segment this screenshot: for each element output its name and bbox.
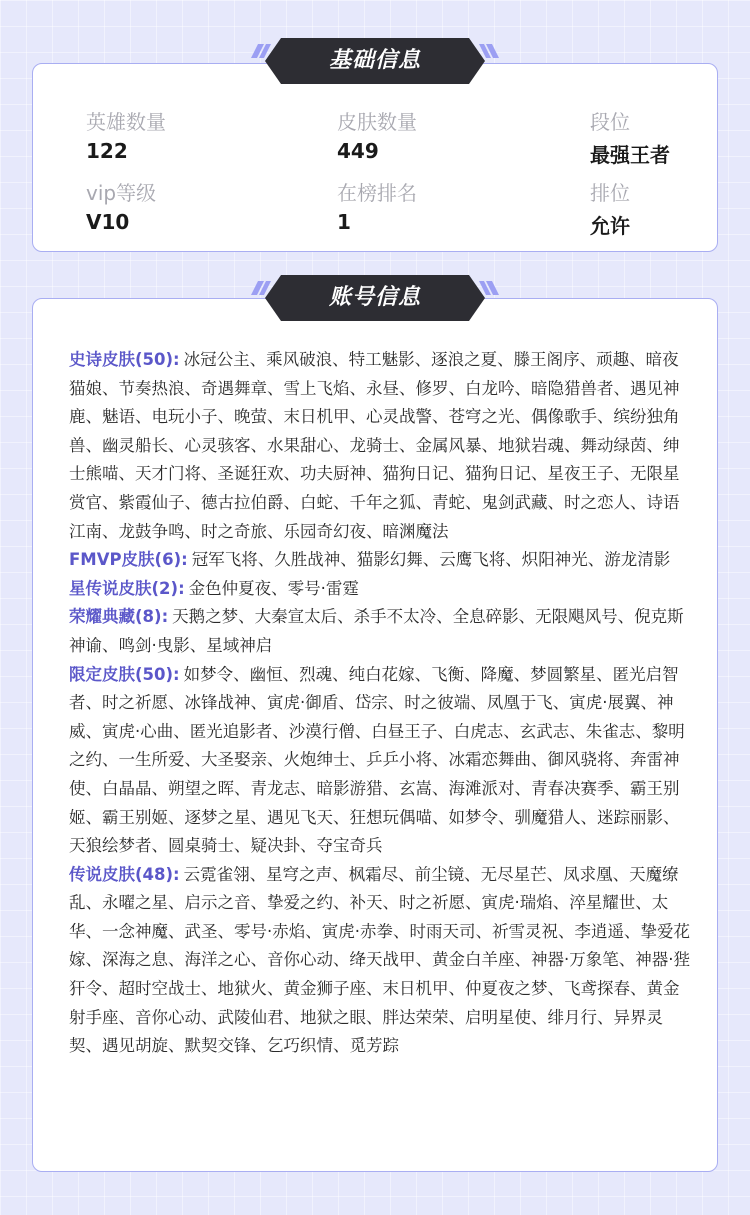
category-label: 荣耀典藏(8):	[69, 607, 169, 627]
section-title: 账号信息	[328, 285, 421, 310]
skin-list	[69, 346, 691, 1061]
stat-label: 英雄数量	[86, 110, 166, 134]
category-label: 传说皮肤(48):	[69, 864, 180, 884]
stat-label: 在榜排名	[337, 181, 417, 205]
category-skins: 天鹅之梦、大秦宣太后、杀手不太冷、全息碎影、无限飓风号、倪克斯神谕、鸣剑·曳影、星域神启	[69, 607, 684, 655]
stat-value: 122	[86, 139, 128, 163]
category-skins: 如梦令、幽恒、烈魂、纯白花嫁、飞衡、降魔、梦圆繁星、匿光启智者、时之祈愿、冰锋战神、寅虎·御盾、岱宗、时之彼端、凤凰于飞、寅虎·展翼、神威、寅虎·心曲、匿光追影者、沙漠行僧、白昼王子、白虎志、玄武志、朱雀志、黎明之约、一生所爱、大圣娶亲、火炮绅士、乒乒小将、冰霜恋舞曲、御风骁将、奔雷神使、白晶晶、朔望之晖、青龙志、暗影游猎、玄嵩、海滩派对、青春决赛季、霸王别姬、霸王别姬、逐梦之星、遇见飞天、狂想玩偶喵、如梦令、驯魔猎人、迷踪丽影、天狼绘梦者、圆桌骑士、疑决卦、夺宝奇兵	[69, 664, 685, 856]
category-label: 星传说皮肤(2):	[69, 578, 185, 598]
skin-category-epic	[69, 346, 691, 546]
stat-label: 皮肤数量	[337, 110, 417, 134]
stat-value: V10	[86, 210, 130, 234]
skin-category-legend	[69, 861, 691, 1061]
section-title: 基础信息	[328, 48, 421, 73]
stat-label: 段位	[590, 110, 630, 134]
category-label: 限定皮肤(50):	[69, 664, 180, 684]
skin-category-limited	[69, 661, 691, 861]
category-label: FMVP皮肤(6):	[69, 550, 188, 570]
skin-category-fmvp	[69, 546, 691, 575]
category-skins: 云霓雀翎、星穹之声、枫霜尽、前尘镜、无尽星芒、凤求凰、天魔缭乱、永曜之星、启示之音、挚爱之约、补天、时之祈愿、寅虎·瑞焰、淬星耀世、太华、一念神魔、武圣、零号·赤焰、寅虎·赤拳、时雨天司、祈雪灵祝、李逍遥、挚爱花嫁、深海之息、海洋之心、音你心动、绛天战甲、黄金白羊座、神器·万象笔、神器·狴犴令、超时空战士、地狱火、黄金狮子座、末日机甲、仲夏夜之梦、飞鸢探春、黄金射手座、音你心动、武陵仙君、地狱之眼、胖达荣荣、启明星使、绯月行、异界灵契、遇见胡旋、默契交锋、乞巧织情、觅芳踪	[69, 864, 690, 1056]
category-skins: 冰冠公主、乘风破浪、特工魅影、逐浪之夏、滕王阁序、顽趣、暗夜猫娘、节奏热浪、奇遇舞章、雪上飞焰、永昼、修罗、白龙吟、暗隐猎兽者、遇见神鹿、魅语、电玩小子、晚萤、末日机甲、心灵战警、苍穹之光、偶像歌手、缤纷独角兽、幽灵船长、心灵骇客、水果甜心、龙骑士、金属风暴、地狱岩魂、舞动绿茵、绅士熊喵、天才门将、圣诞狂欢、功夫厨神、猫狗日记、猫狗日记、星夜王子、无限星赏官、紫霞仙子、德古拉伯爵、白蛇、千年之狐、青蛇、鬼剑武藏、时之恋人、诗语江南、龙鼓争鸣、时之奇旅、乐园奇幻夜、暗渊魔法	[69, 350, 680, 541]
stat-value: 1	[337, 210, 351, 234]
stat-label: 排位	[590, 181, 630, 205]
category-label: 史诗皮肤(50):	[69, 350, 180, 369]
skin-category-star-legend	[69, 575, 691, 604]
stat-value: 最强王者	[590, 143, 670, 167]
basic-info-card	[32, 63, 718, 252]
section-banner-account	[249, 275, 501, 321]
category-skins: 冠军飞将、久胜战神、猫影幻舞、云鹰飞将、炽阳神光、游龙清影	[191, 550, 671, 570]
skin-category-glory-collection	[69, 603, 691, 660]
category-skins: 金色仲夏夜、零号·雷霆	[188, 578, 359, 598]
stat-label: vip等级	[86, 181, 157, 205]
stat-value: 允许	[590, 214, 630, 238]
account-info-card	[32, 298, 718, 1172]
section-banner-basic	[249, 38, 501, 84]
stat-value: 449	[337, 139, 379, 163]
